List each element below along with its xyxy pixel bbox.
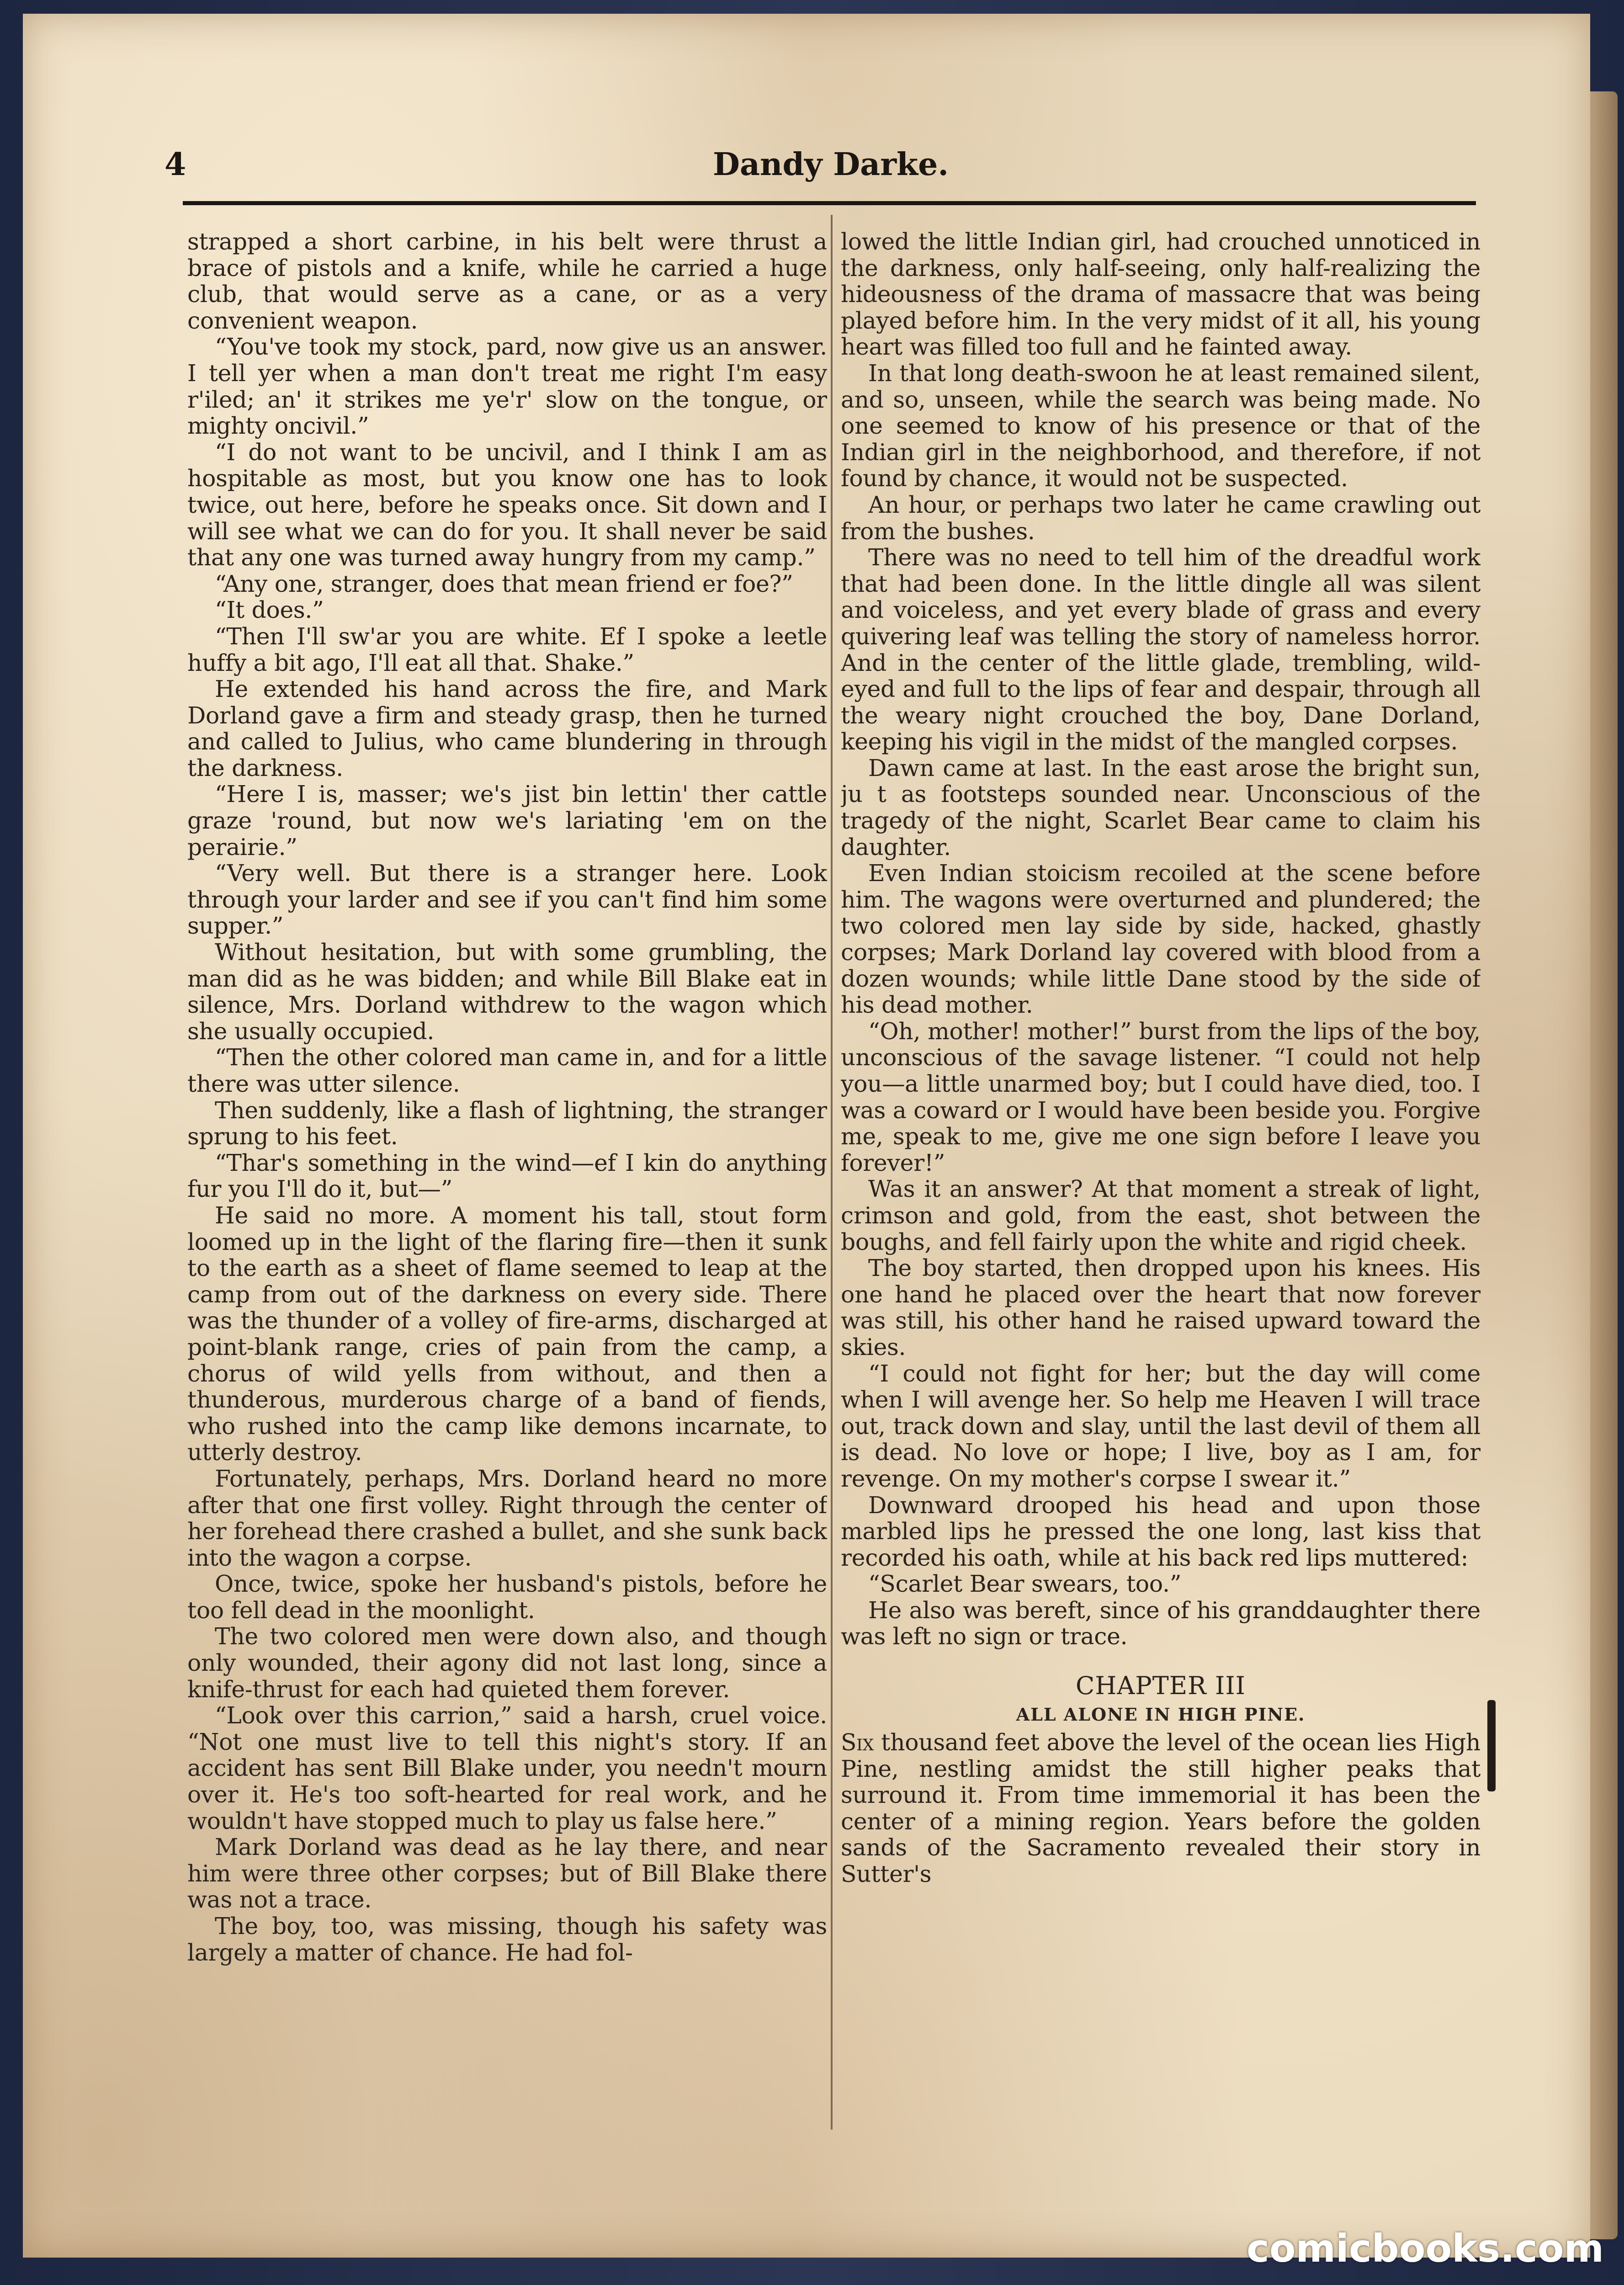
left-column	[187, 228, 827, 2125]
column-divider	[831, 215, 833, 2130]
paragraph: Mark Dorland was dead as he lay there, and near him were three other corpses; but of Bill Blake there was not a trace.	[187, 1833, 827, 1913]
chapter-subtitle: ALL ALONE IN HIGH PINE.	[1016, 1704, 1306, 1725]
paragraph: “Here I is, masser; we's jist bin lettin' ther cattle graze 'round, but now we's lariating 'em on the perairie.”	[187, 781, 827, 861]
header-rule	[183, 201, 1476, 205]
paragraph: “Then the other colored man came in, and for a little there was utter silence.	[187, 1044, 827, 1097]
paragraph: Once, twice, spoke her husband's pistols, before he too fell dead in the moonlight.	[187, 1570, 827, 1624]
paragraph: Was it an answer? At that moment a streak of light, crimson and gold, from the east, shot between the boughs, and fell fairly upon the white and rigid cheek.	[841, 1175, 1481, 1255]
paragraph: “Then I'll sw'ar you are white. Ef I spoke a leetle huffy a bit ago, I'll eat all that. Shake.”	[187, 622, 827, 676]
paragraph: The two colored men were down also, and though only wounded, their agony did not last long, since a knife-thrust for each had quieted them forever.	[187, 1623, 827, 1703]
paragraph: Even Indian stoicism recoiled at the scene before him. The wagons were overturned and plundered; the two colored men lay side by side, hacked, ghastly corpses; Mark Dorland lay covered with blood from a dozen wounds; while little Dane stood by the side of his dead mother.	[841, 860, 1481, 1019]
chapter-opening-word: Six	[841, 1729, 874, 1756]
paragraph: The boy, too, was missing, though his safety was largely a matter of chance. He had fol-	[187, 1913, 827, 1966]
running-title: Dandy Darke.	[713, 146, 949, 183]
paragraph: He extended his hand across the fire, and Mark Dorland gave a firm and steady grasp, then he turned and called to Julius, who came blundering in through the darkness.	[187, 675, 827, 781]
chapter-opening-text: thousand feet above the level of the ocean lies High Pine, nestling amidst the still higher peaks that surround it. From time immemorial it has been the center of a mining region. Years before the golden sands of the Sacramento revealed their story in Sutter's	[841, 1729, 1481, 1888]
paragraph: “It does.”	[215, 596, 324, 624]
paragraph: He also was bereft, since of his granddaughter there was left no sign or trace.	[841, 1596, 1481, 1650]
paragraph: “You've took my stock, pard, now give us an answer. I tell yer when a man don't treat me right I'm easy r'iled; an' it strikes me ye'r' slow on the tongue, or mighty oncivil.”	[187, 333, 827, 440]
paragraph: “Very well. But there is a stranger here. Look through your larder and see if you can't find him some supper.”	[187, 860, 827, 940]
chapter-opening-paragraph	[841, 1729, 1481, 1887]
paragraph: Then suddenly, like a flash of lightning, the stranger sprung to his feet.	[187, 1096, 827, 1150]
watermark-logo: comicbooks.com	[1247, 2226, 1604, 2271]
paragraph: lowed the little Indian girl, had crouched unnoticed in the darkness, only half-seeing, only half-realizing the hideousness of the drama of massacre that was being played before him. In the very midst of it all, his young heart was filled too full and he fainted away.	[841, 228, 1481, 361]
paragraph: An hour, or perhaps two later he came crawling out from the bushes.	[841, 491, 1481, 545]
paragraph: “Oh, mother! mother!” burst from the lips of the boy, unconscious of the savage listener. “I could not help you—a little unarmed boy; but I could have died, too. I was a coward or I would have been beside you. Forgive me, speak to me, give me one sign before I leave you forever!”	[841, 1017, 1481, 1176]
paragraph: “Scarlet Bear swears, too.”	[868, 1570, 1182, 1598]
paragraph: Dawn came at last. In the east arose the bright sun, ju t as footsteps sounded near. Unconscious of the tragedy of the night, Scarlet Bear came to claim his daughter.	[841, 754, 1481, 861]
paragraph: “Thar's something in the wind—ef I kin do anything fur you I'll do it, but—”	[187, 1149, 827, 1203]
paragraph: Downward drooped his head and upon those marbled lips he pressed the one long, last kiss that recorded his oath, while at his back red lips muttered:	[841, 1491, 1481, 1571]
right-column	[841, 228, 1481, 2125]
paragraph: “I do not want to be uncivil, and I think I am as hospitable as most, but you know one has to look twice, out here, before he speaks once. Sit down and I will see what we can do for you. It shall never be said that any one was turned away hungry from my camp.”	[187, 438, 827, 571]
paragraph: “Look over this carrion,” said a harsh, cruel voice. “Not one must live to tell this night's story. If an accident has sent Bill Blake under, you needn't mourn over it. He's too soft-hearted for real work, and he wouldn't have stopped much to play us false here.”	[187, 1702, 827, 1834]
paragraph: Fortunately, perhaps, Mrs. Dorland heard no more after that one first volley. Right through the center of her forehead there crashed a bullet, and she sunk back into the wagon a corpse.	[187, 1465, 827, 1571]
paragraph: In that long death-swoon he at least remained silent, and so, unseen, while the search was being made. No one seemed to know of his presence or that of the Indian girl in the neighborhood, and therefore, if not found by chance, it would not be suspected.	[841, 359, 1481, 492]
paragraph: There was no need to tell him of the dreadful work that had been done. In the little dingle all was silent and voiceless, and yet every blade of grass and every quivering leaf was telling the story of nameless horror. And in the center of the little glade, trembling, wild-eyed and full to the lips of fear and despair, through all the weary night crouched the boy, Dane Dorland, keeping his vigil in the midst of the mangled corpses.	[841, 544, 1481, 755]
page-number: 4	[165, 146, 186, 183]
paragraph: The boy started, then dropped upon his knees. His one hand he placed over the heart that now forever was still, his other hand he raised upward toward the skies.	[841, 1254, 1481, 1360]
margin-bracket-mark	[1487, 1700, 1496, 1791]
paragraph: He said no more. A moment his tall, stout form loomed up in the light of the flaring fire—then it sunk to the earth as a sheet of flame seemed to leap at the camp from out of the darkness on every side. There was the thunder of a volley of fire-arms, discharged at point-blank range, cries of pain from the camp, a chorus of wild yells from without, and then a thunderous, murderous charge of a band of fiends, who rushed into the camp like demons incarnate, to utterly destroy.	[187, 1201, 827, 1466]
paragraph: strapped a short carbine, in his belt were thrust a brace of pistols and a knife, while he carried a huge club, that would serve as a cane, or as a very convenient weapon.	[187, 228, 827, 334]
paragraph: “I could not fight for her; but the day will come when I will avenge her. So help me Heaven I will trace out, track down and slay, until the last devil of them all is dead. No love or hope; I live, boy as I am, for revenge. On my mother's corpse I swear it.”	[841, 1360, 1481, 1492]
page-header	[165, 142, 1476, 197]
paragraph: Without hesitation, but with some grumbling, the man did as he was bidden; and while Bill Blake eat in silence, Mrs. Dorland withdrew to the wagon which she usually occupied.	[187, 939, 827, 1045]
paragraph: “Any one, stranger, does that mean friend er foe?”	[215, 570, 793, 597]
chapter-title: CHAPTER III	[1076, 1671, 1246, 1700]
